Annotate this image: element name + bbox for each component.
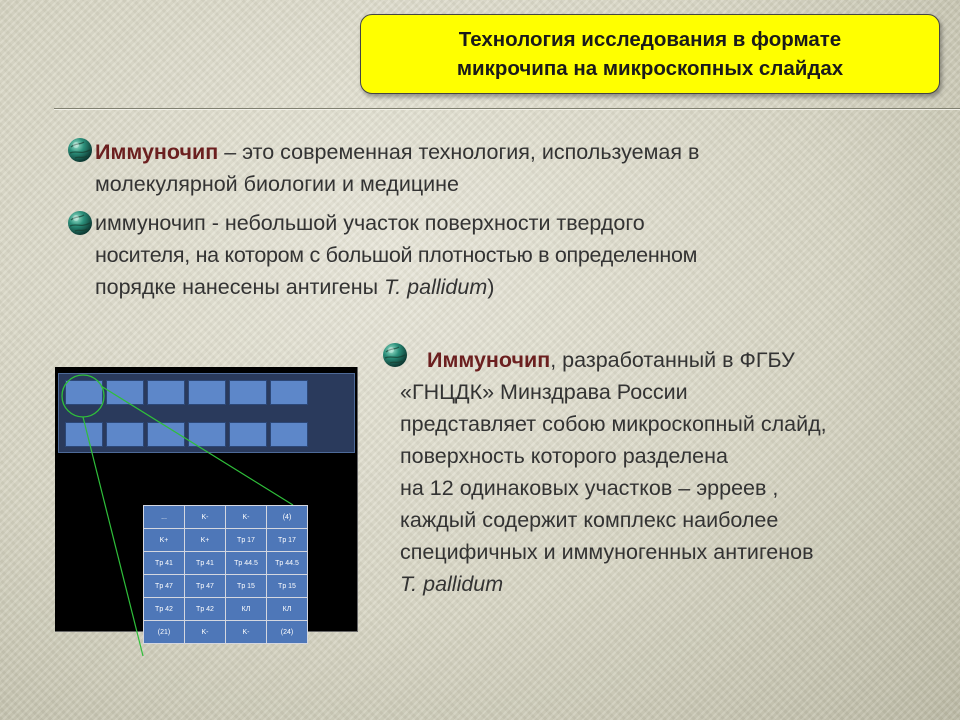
grid-cell: K+ [144,529,185,552]
chip-line-6: каждый содержит комплекс наиболее [400,508,779,532]
array-well [229,380,267,405]
grid-cell: Tp 42 [185,598,226,621]
definition-line-2: молекулярной биологии и медицине [95,172,459,196]
grid-cell: КЛ [226,598,267,621]
array-well [270,422,308,447]
header-divider [54,108,960,109]
array-well [147,380,185,405]
grid-cell: КЛ [267,598,308,621]
array-well [188,380,226,405]
grid-row [144,506,308,529]
array-well [188,422,226,447]
title-line-1: Технология исследования в формате [458,28,842,51]
chip-line-1: , разработанный в ФГБУ [550,348,795,372]
term-immunochip: Иммуночип [95,140,219,164]
grid-cell: Tp 47 [144,575,185,598]
grid-cell: (21) [144,621,185,644]
grid-cell: Tp 17 [226,529,267,552]
species-name: T. pallidum [384,275,488,299]
grid-cell: (24) [267,621,308,644]
array-well [65,380,103,405]
bullet-description [95,207,697,303]
grid-cell: Tp 47 [185,575,226,598]
grid-cell: K- [185,621,226,644]
title-line-2: микрочипа на микроскопных слайдах [456,57,844,80]
grid-cell: Tp 41 [144,552,185,575]
array-well [229,422,267,447]
grid-row [144,552,308,575]
slide-title [457,25,843,83]
chip-line-2: «ГНЦДК» Минздрава России [400,380,688,404]
array-well [106,422,144,447]
chip-line-3: представляет собою микроскопный слайд, [400,412,827,436]
grid-cell: (4) [267,506,308,529]
description-line-3 [95,271,697,303]
chip-line-5: на 12 одинаковых участков – эрреев , [400,476,779,500]
bullet-definition [95,136,699,200]
species-name-2: T. pallidum [400,572,504,596]
description-line-1: иммуночип - небольшой участок поверхности твердого [95,211,645,235]
grid-cell: K- [226,621,267,644]
grid-cell: Tp 15 [226,575,267,598]
chip-description [400,344,827,600]
globe-bullet-icon [66,136,94,164]
grid-row [144,621,308,644]
closing-paren: ) [487,275,495,299]
array-well [65,422,103,447]
grid-cell: Tp 15 [267,575,308,598]
grid-row [144,598,308,621]
array-well [270,380,308,405]
description-line-2: носителя, на котором с большой плотностью в определенном [95,243,698,267]
grid-cell: K- [185,506,226,529]
slide-title-box [360,14,940,94]
chip-line-7: специфичных и иммуногенных антигенов [400,540,814,564]
grid-row [144,529,308,552]
grid-cell: Tp 17 [267,529,308,552]
grid-cell: Tp 44.5 [226,552,267,575]
array-layout-grid [143,505,308,644]
grid-cell: ... [144,506,185,529]
definition-line-1: – это современная технология, используемая в [218,140,700,164]
grid-cell: K+ [185,529,226,552]
globe-bullet-icon [66,209,94,237]
grid-cell: Tp 42 [144,598,185,621]
grid-cell: K- [226,506,267,529]
array-well [106,380,144,405]
chip-line-4: поверхность которого разделена [400,444,728,468]
term-immunochip-2: Иммуночип [427,348,551,372]
slide-array-panel [58,373,355,453]
array-well [147,422,185,447]
grid-cell: Tp 41 [185,552,226,575]
grid-cell: Tp 44.5 [267,552,308,575]
description-line-3-text: порядке нанесены антигены [95,275,385,299]
grid-row [144,575,308,598]
